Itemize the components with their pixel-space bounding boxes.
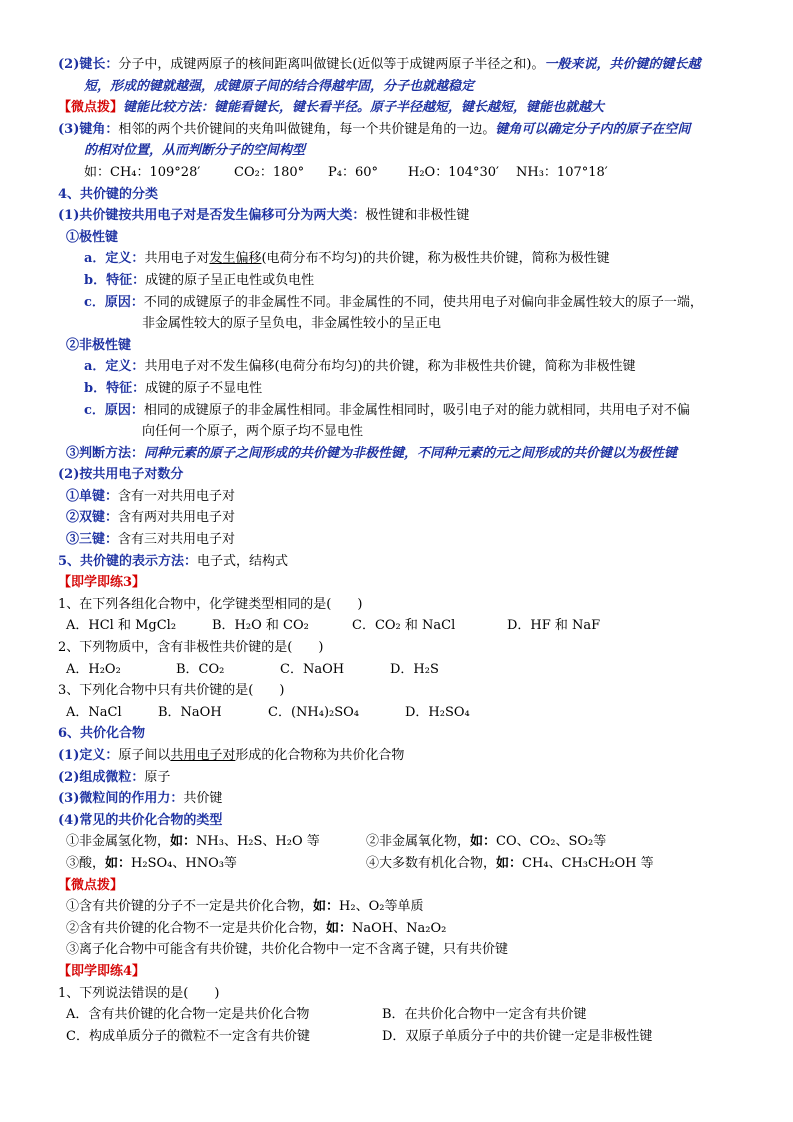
single-bond: ①单键：含有一对共用电子对 <box>66 488 236 504</box>
section-4-heading: 4、共价键的分类 <box>58 186 159 202</box>
question-3-stem: 3、下列化合物中只有共价键的是( ) <box>58 683 285 699</box>
nonpolar-feature: b．特征：成键的原子不显电性 <box>84 380 263 396</box>
interparticle-force: (3)微粒间的作用力：共价键 <box>58 791 223 807</box>
practice-3-heading: 【即学即练3】 <box>58 575 146 591</box>
electron-pair-heading: (2)按共用电子对数分 <box>58 467 184 483</box>
bond-angle-note: 的相对位置，从而判断分子的空间构型 <box>84 143 306 159</box>
types-row-2: ③酸，如：H₂SO₄、HNO₃等 ④大多数有机化合物，如：CH₄、CH₃CH₂OH 等 <box>66 855 654 871</box>
nonpolar-reason: c．原因：相同的成键原子的非金属性相同。非金属性相同时，吸引电子对的能力就相同，共用电子对不偏 <box>84 402 690 418</box>
polar-feature: b．特征：成键的原子呈正电性或负电性 <box>84 272 315 288</box>
tip-3: ③离子化合物中可能含有共价键，共价化合物中一定不含离子键，只有共价键 <box>66 942 509 958</box>
nonpolar-definition: a．定义：共用电子对不发生偏移(电荷分布均匀)的共价键，称为非极性共价键，简称为非极性键 <box>84 359 636 375</box>
bond-angle-line: (3)键角：相邻的两个共价键间的夹角叫做键角，每一个共价键是角的一边。键角可以确定分子内的原子在空间 <box>58 121 691 137</box>
constituent-particles: (2)组成微粒：原子 <box>58 769 171 785</box>
question-4-stem: 1、下列说法错误的是( ) <box>58 985 220 1001</box>
bond-length-note: 短，形成的键就越强，成键原子间的结合得越牢固，分子也就越稳定 <box>84 78 475 94</box>
question-1-options: A．HCl 和 MgCl₂ B．H₂O 和 CO₂ C．CO₂ 和 NaCl D．HF 和 NaF <box>66 618 601 634</box>
tip-bond-energy: 【微点拨】键能比较方法：键能看键长，键长看半径。原子半径越短，键长越短，键能也就越大 <box>58 100 605 116</box>
common-types-heading: (4)常见的共价化合物的类型 <box>58 812 223 828</box>
covalent-compound-definition: (1)定义：原子间以共用电子对形成的化合物称为共价化合物 <box>58 748 405 763</box>
polar-reason: c．原因：不同的成键原子的非金属性不同。非金属性的不同，使共用电子对偏向非金属性较大的原子一端， <box>84 294 703 310</box>
bond-length-line: (2)键长：分子中，成键两原子的核间距离叫做键长(近似等于成键两原子半径之和)。一般来说，共价键的键长越 <box>58 57 701 72</box>
judgment-method: ③判断方法：同种元素的原子之间形成的共价键为非极性键，不同种元素的元之间形成的共价键以为极性键 <box>66 445 678 461</box>
tip-heading: 【微点拨】 <box>58 877 124 893</box>
bond-angle-examples: 如：CH₄：109°28′ CO₂：180° P₄：60° H₂O：104°30′ NH₃：107°18′ <box>84 164 608 180</box>
section-5-heading: 5、共价键的表示方法：电子式，结构式 <box>58 553 289 569</box>
triple-bond: ③三键：含有三对共用电子对 <box>66 532 236 548</box>
practice-4-heading: 【即学即练4】 <box>58 963 146 979</box>
tip-2: ②含有共价键的化合物不一定是共价化合物，如：NaOH、Na₂O₂ <box>66 920 447 936</box>
nonpolar-reason-cont: 向任何一个原子，两个原子均不显电性 <box>142 424 364 440</box>
question-4-options-cd: C．构成单质分子的微粒不一定含有共价键 D．双原子单质分子中的共价键一定是非极性键 <box>66 1028 653 1044</box>
question-2-options: A．H₂O₂ B．CO₂ C．NaOH D．H₂S <box>66 661 439 677</box>
polar-reason-cont: 非金属性较大的原子呈负电，非金属性较小的呈正电 <box>142 316 442 332</box>
nonpolar-bond-heading: ②非极性键 <box>66 337 132 353</box>
classification-line: (1)共价键按共用电子对是否发生偏移可分为两大类：极性键和非极性键 <box>58 208 470 224</box>
question-3-options: A．NaCl B．NaOH C．(NH₄)₂SO₄ D．H₂SO₄ <box>66 704 470 720</box>
section-6-heading: 6、共价化合物 <box>58 726 146 742</box>
polar-bond-heading: ①极性键 <box>66 229 119 245</box>
polar-definition: a．定义：共用电子对发生偏移(电荷分布不均匀)的共价键，称为极性共价键，简称为极性键 <box>84 251 610 267</box>
types-row-1: ①非金属氢化物，如：NH₃、H₂S、H₂O 等 ②非金属氧化物，如：CO、CO₂、SO₂等 <box>66 834 607 850</box>
double-bond: ②双键：含有两对共用电子对 <box>66 510 236 526</box>
question-4-options-ab: A．含有共价键的化合物一定是共价化合物 B．在共价化合物中一定含有共价键 <box>66 1007 587 1023</box>
question-1-stem: 1、在下列各组化合物中，化学键类型相同的是( ) <box>58 596 363 612</box>
tip-1: ①含有共价键的分子不一定是共价化合物，如：H₂、O₂等单质 <box>66 899 424 915</box>
question-2-stem: 2、下列物质中，含有非极性共价键的是( ) <box>58 640 324 656</box>
